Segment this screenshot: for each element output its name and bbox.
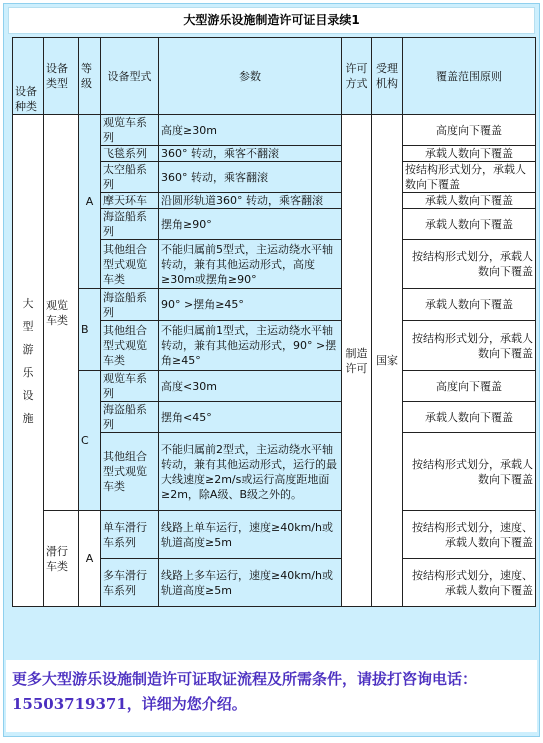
table-row [13,115,536,146]
grade-cell: B [79,289,101,371]
coverage-cell: 按结构形式划分，速度、承载人数向下覆盖 [403,559,536,607]
header-category: 设备种类 [13,38,44,115]
header-agency: 受理机构 [372,38,403,115]
header-model: 设备型式 [101,38,159,115]
params-cell: 摆角<45° [159,402,342,433]
category-char: 乐 [22,365,34,379]
header-coverage: 覆盖范围原则 [403,38,536,115]
model-cell: 摩天环车 [101,193,159,209]
model-cell: 太空船系列 [101,162,159,193]
model-cell: 海盗船系列 [101,402,159,433]
params-cell: 高度≥30m [159,115,342,146]
agency-cell: 国家 [372,115,403,607]
permit-catalog-table [12,37,536,607]
permit-mode-cell: 制造许可 [342,115,372,607]
coverage-cell: 按结构形式划分，承载人数向下覆盖 [403,162,536,193]
contact-note: 更多大型游乐设施制造许可证取证流程及所需条件，请拔打咨询电话：15503719371，详细为您介绍。 [6,660,537,732]
coverage-cell: 按结构形式划分，承载人数向下覆盖 [403,240,536,289]
coverage-cell: 高度向下覆盖 [403,371,536,402]
model-cell: 飞毯系列 [101,146,159,162]
params-cell: 90° >摆角≥45° [159,289,342,321]
type-viewing-cell: 观览车类 [44,115,79,511]
model-cell: 其他组合型式观览车类 [101,433,159,511]
coverage-cell: 按结构形式划分，速度、承载人数向下覆盖 [403,511,536,559]
params-cell: 线路上多车运行，速度≥40km/h或轨道高度≥5m [159,559,342,607]
category-char: 游 [22,342,34,356]
coverage-cell: 高度向下覆盖 [403,115,536,146]
category-cell [13,115,44,607]
params-cell: 沿圆形轨道360° 转动，乘客翻滚 [159,193,342,209]
coverage-cell: 按结构形式划分，承载人数向下覆盖 [403,433,536,511]
coverage-cell: 承载人数向下覆盖 [403,193,536,209]
category-char: 大 [22,296,34,310]
params-cell: 摆角≥90° [159,209,342,240]
model-cell: 单车滑行车系列 [101,511,159,559]
params-cell: 线路上单车运行，速度≥40km/h或轨道高度≥5m [159,511,342,559]
model-cell: 其他组合型式观览车类 [101,240,159,289]
coverage-cell: 承载人数向下覆盖 [403,209,536,240]
grade-cell: A [79,115,101,289]
params-cell: 高度<30m [159,371,342,402]
model-cell: 海盗船系列 [101,289,159,321]
coverage-cell: 承载人数向下覆盖 [403,289,536,321]
type-sliding-cell: 滑行车类 [44,511,79,607]
header-type: 设备类型 [44,38,79,115]
page [3,3,540,737]
params-cell: 不能归属前5型式，主运动绕水平轴转动，兼有其他运动形式，高度≥30m或摆角≥90° [159,240,342,289]
params-cell: 不能归属前2型式，主运动绕水平轴转动，兼有其他运动形式，运行的最大线速度≥2m/s或运行高度距地面≥2m，除A级、B级之外的。 [159,433,342,511]
coverage-cell: 承载人数向下覆盖 [403,402,536,433]
page-title: 大型游乐设施制造许可证目录续1 [8,7,535,34]
table-row [13,289,536,321]
table-row [13,511,536,559]
model-cell: 多车滑行车系列 [101,559,159,607]
header-row [13,38,536,115]
coverage-cell: 承载人数向下覆盖 [403,146,536,162]
model-cell: 海盗船系列 [101,209,159,240]
header-params: 参数 [159,38,342,115]
params-cell: 不能归属前1型式，主运动绕水平轴转动，兼有其他运动形式，90° >摆角≥45° [159,321,342,371]
grade-cell: C [79,371,101,511]
header-permit-mode: 许可方式 [342,38,372,115]
table-row [13,371,536,402]
header-grade: 等级 [79,38,101,115]
grade-cell: A [79,511,101,607]
category-char: 施 [22,411,34,425]
model-cell: 其他组合型式观览车类 [101,321,159,371]
category-char: 型 [22,319,34,333]
params-cell: 360° 转动，乘客翻滚 [159,162,342,193]
coverage-cell: 按结构形式划分，承载人数向下覆盖 [403,321,536,371]
model-cell: 观览车系列 [101,371,159,402]
params-cell: 360° 转动，乘客不翻滚 [159,146,342,162]
category-char: 设 [22,388,34,402]
model-cell: 观览车系列 [101,115,159,146]
